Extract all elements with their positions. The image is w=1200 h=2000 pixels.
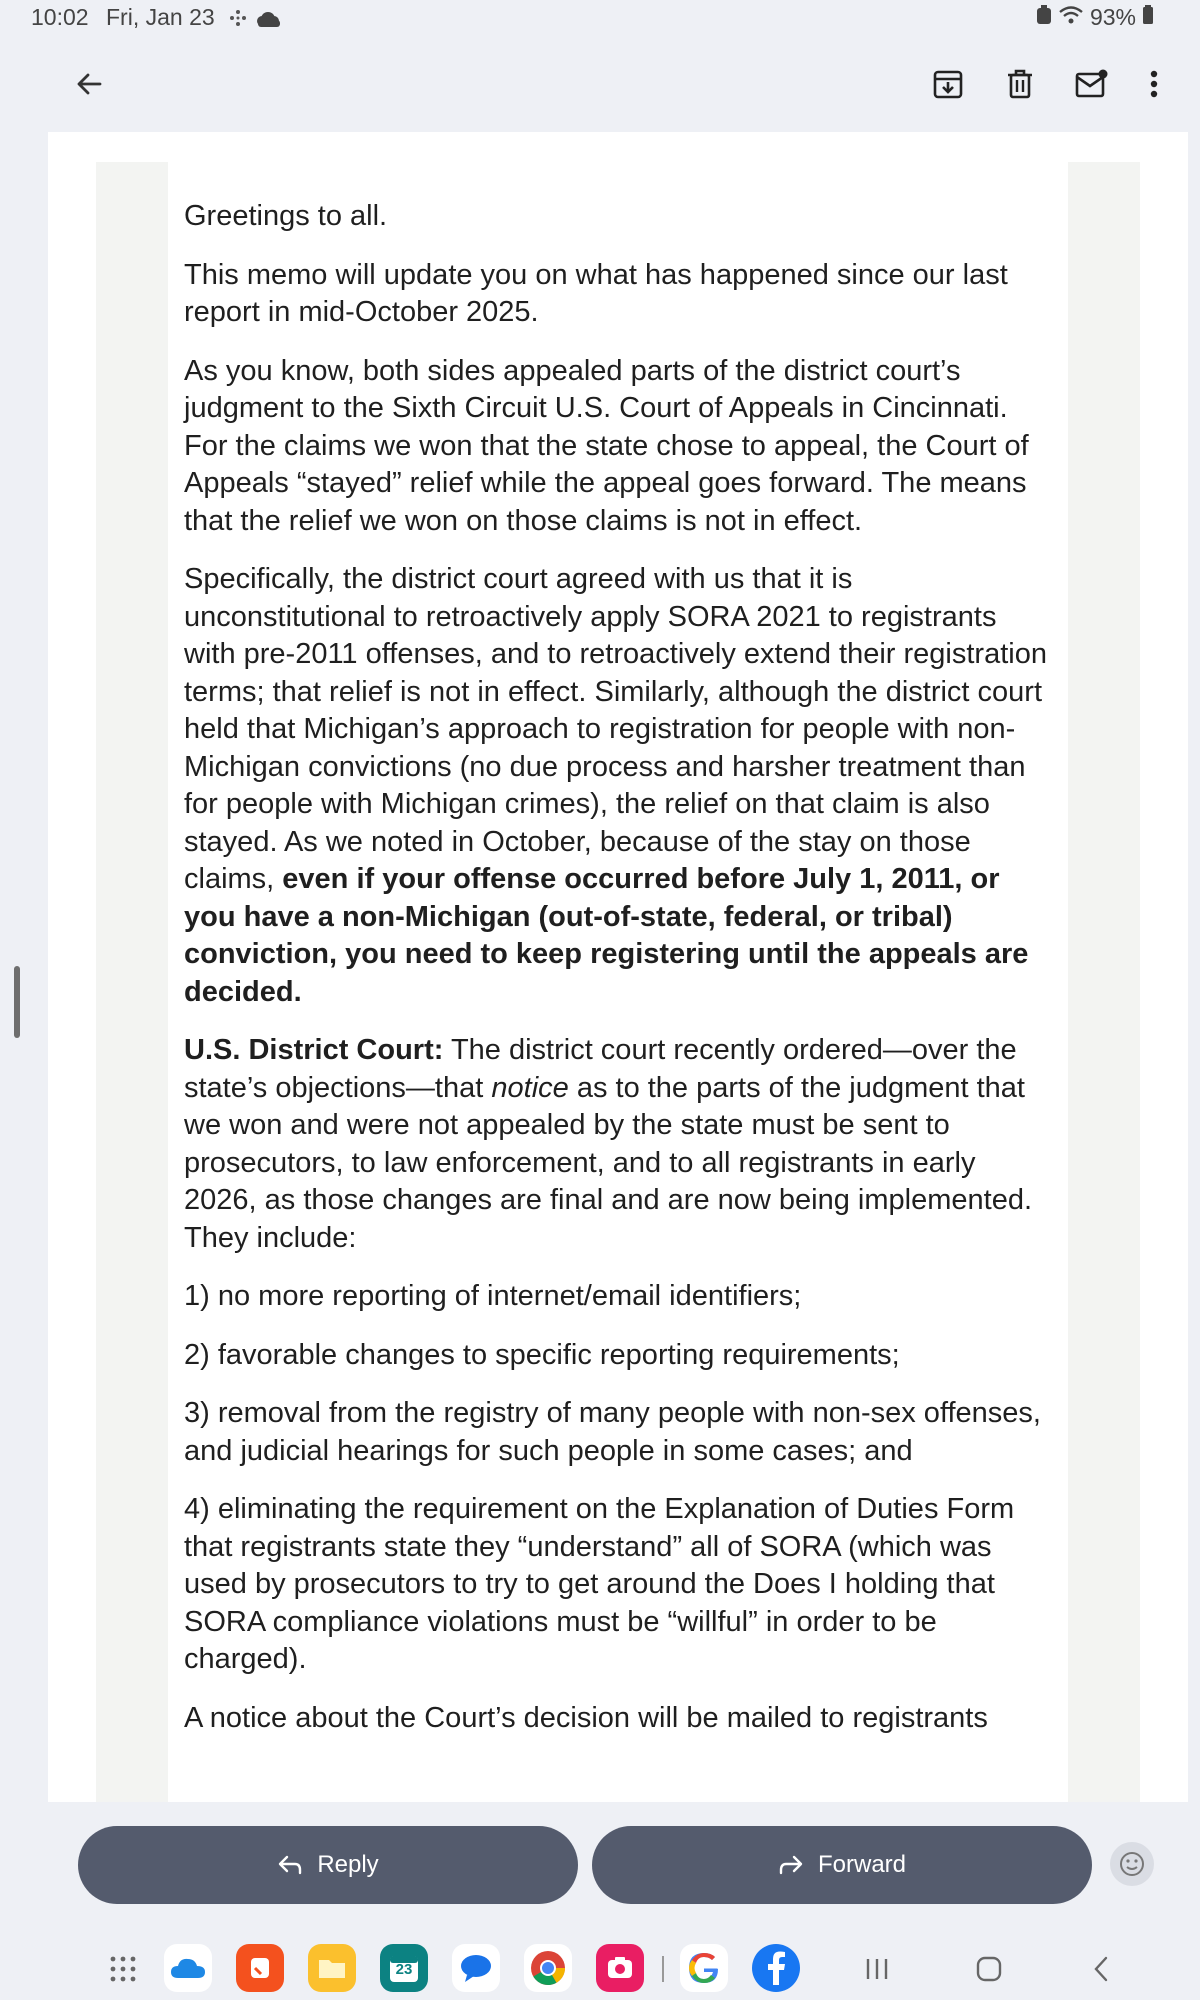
- status-right: [1036, 4, 1154, 31]
- paragraph-notice: A notice about the Court’s decision will be mailed to registrants: [184, 1701, 988, 1734]
- mark-unread-button[interactable]: [1068, 60, 1116, 108]
- app-drawer-button[interactable]: [100, 1946, 146, 1992]
- list-item: 4) eliminating the requirement on the Explanation of Duties Form that registrants state they “understand” all of SORA (which was used by prosecutors to try to get around the Does I holding that SORA compliance violations must be “willful” in order to be charged).: [184, 1493, 1015, 1675]
- specifics-text: Specifically, the district court agreed with us that it is unconstitutional to retroactively apply SORA 2021 to registrants with pre-2011 offenses, and to retroactively extend their registration terms; that relief is not in effect. Similarly, although the district court held that Michigan’s approach to registration for people with non-Michigan convictions (no due process and harsher treatment than for people with Michigan crimes), the relief on that claim is also stayed. As we noted in October, because of the stay on those claims,: [184, 563, 1047, 895]
- taskbar: [0, 1926, 1200, 2000]
- paragraph-appeal: As you know, both sides appealed parts of the district court’s judgment to the Sixth Circuit U.S. Court of Appeals in Cincinnati. For the claims we won that the state chose to appeal, the Court of Appeals “stayed” relief while the appeal goes forward. The means that the relief we won on those claims is not in effect.: [184, 354, 1029, 537]
- facebook-app-icon[interactable]: [752, 1944, 800, 1992]
- list-item: 2) favorable changes to specific reporting requirements;: [184, 1338, 900, 1371]
- weather-icon: [257, 12, 280, 27]
- alarm-icon: [1036, 4, 1052, 31]
- specifics-bold: even if your offense occurred before July 1, 2011, or you have a non-Michigan (out-of-state, federal, or tribal) conviction, you need to keep registering until the appeals are decided.: [184, 863, 1029, 1008]
- reply-icon: [277, 1855, 303, 1875]
- home-icon: [975, 1955, 1003, 1983]
- notification-icons: [228, 7, 288, 29]
- paragraph-intro: This memo will update you on what has happened since our last report in mid-October 2025.: [184, 258, 1008, 328]
- reply-label: Reply: [317, 1851, 379, 1878]
- archive-button[interactable]: [924, 60, 972, 108]
- home-button[interactable]: [966, 1946, 1012, 1992]
- sparkle-icon: [230, 10, 246, 26]
- onedrive-app-icon[interactable]: [164, 1944, 212, 1992]
- more-vert-icon: [1149, 69, 1159, 99]
- smiley-icon: [1118, 1850, 1146, 1878]
- forward-icon: [778, 1855, 804, 1875]
- reply-button[interactable]: [78, 1826, 578, 1904]
- battery-icon: [1142, 4, 1154, 31]
- list-item: 3) removal from the registry of many people with non-sex offenses, and judicial hearings for such people in some cases; and: [184, 1397, 1041, 1467]
- files-app-icon[interactable]: [308, 1944, 356, 1992]
- email-toolbar: [36, 38, 1200, 132]
- chrome-app-icon[interactable]: [524, 1944, 572, 1992]
- calendar-day: 23: [395, 1961, 413, 1978]
- notes-app-icon[interactable]: [236, 1944, 284, 1992]
- wifi-icon: [1058, 4, 1084, 31]
- more-options-button[interactable]: [1130, 60, 1178, 108]
- mail-unread-icon: [1075, 69, 1109, 99]
- recents-icon: [864, 1957, 890, 1981]
- email-body: [168, 162, 1068, 1802]
- scroll-handle[interactable]: [14, 966, 20, 1038]
- forward-button[interactable]: [592, 1826, 1092, 1904]
- delete-button[interactable]: [996, 60, 1044, 108]
- district-court-italic: notice: [491, 1071, 569, 1104]
- emoji-reaction-button[interactable]: [1110, 1842, 1154, 1886]
- google-app-icon[interactable]: [680, 1944, 728, 1992]
- paragraph-greeting: Greetings to all.: [184, 200, 388, 232]
- battery-text: 93%: [1089, 4, 1136, 30]
- status-date: Fri, Jan 23: [106, 4, 215, 30]
- taskbar-divider: [662, 1956, 664, 1982]
- list-item: 1) no more reporting of internet/email identifiers;: [184, 1280, 802, 1312]
- status-bar: [0, 0, 1200, 38]
- messages-app-icon[interactable]: [452, 1944, 500, 1992]
- trash-icon: [1005, 68, 1035, 100]
- grid-icon: [109, 1955, 137, 1983]
- paragraph-district-court: [184, 1032, 1052, 1257]
- back-nav-button[interactable]: [1078, 1946, 1124, 1992]
- district-court-heading: U.S. District Court:: [184, 1034, 444, 1066]
- chevron-left-icon: [1091, 1955, 1111, 1983]
- district-court-text-a: The district court recently ordered—over the state’s objections—that: [184, 1034, 1017, 1104]
- email-content-area: [48, 132, 1188, 1802]
- status-time: 10:02: [31, 4, 89, 30]
- district-court-text-b: as to the parts of the judgment that we won and were not appealed by the state must be sent to prosecutors, to law enforcement, and to all registrants in early 2026, as those changes are final and are now being implemented. They include:: [184, 1071, 1033, 1254]
- paragraph-specifics: [184, 561, 1052, 1011]
- recent-apps-button[interactable]: [854, 1946, 900, 1992]
- arrow-left-icon: [75, 70, 103, 98]
- camera-app-icon[interactable]: [596, 1944, 644, 1992]
- calendar-app-icon[interactable]: [380, 1944, 428, 1992]
- forward-label: Forward: [817, 1851, 907, 1878]
- archive-icon: [932, 68, 964, 100]
- email-frame: [96, 162, 1140, 1802]
- back-button[interactable]: [65, 60, 113, 108]
